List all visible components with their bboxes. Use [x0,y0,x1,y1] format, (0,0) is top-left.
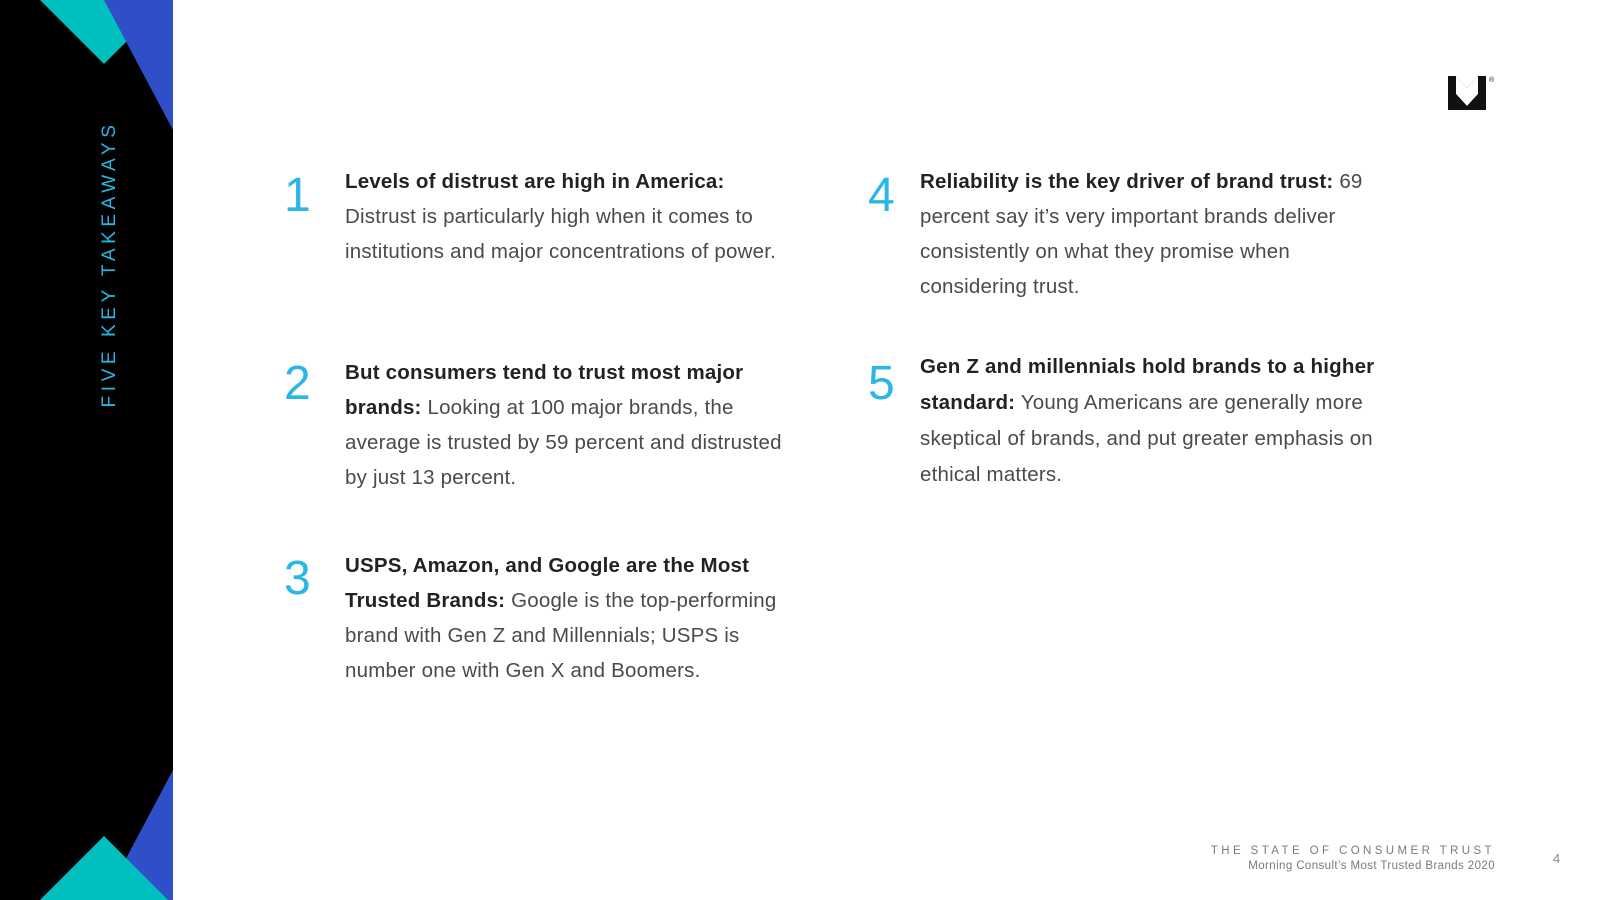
takeaway-text [345,355,785,495]
takeaway-body: 69 percent say it’s very important brands deliver consistently on what they promise when considering trust. [920,170,1363,298]
takeaway-lead: But consumers tend to trust most major brands: [345,361,744,419]
footer-subtitle: Morning Consult’s Most Trusted Brands 2020 [1248,860,1495,872]
takeaway-lead: Levels of distrust are high in America: [345,170,725,193]
page-number: 4 [1553,851,1561,866]
takeaway-lead: Gen Z and millennials hold brands to a higher standard: [920,355,1375,414]
section-title: FIVE KEY TAKEAWAYS [99,120,120,408]
sidebar [0,0,173,900]
takeaway-number: 2 [284,357,311,410]
morning-consult-logo [1448,74,1500,114]
takeaway-text [345,548,785,688]
takeaway-number: 1 [284,169,311,222]
footer-report-title: THE STATE OF CONSUMER TRUST [1210,845,1495,857]
takeaway-text [920,349,1380,493]
takeaway-body: Looking at 100 major brands, the average is trusted by 59 percent and distrusted by just 13 percent. [345,396,782,489]
takeaway-number: 4 [868,169,895,222]
takeaway-number: 3 [284,552,311,605]
takeaway-text [920,164,1380,304]
footer [1211,844,1495,874]
takeaway-body: Young Americans are generally more skeptical of brands, and put greater emphasis on ethical matters. [920,391,1373,486]
decorative-triangle-bottom-teal [40,836,168,900]
takeaway-body: Google is the top-performing brand with Gen Z and Millennials; USPS is number one with Gen X and Boomers. [345,589,777,682]
takeaway-body: Distrust is particularly high when it comes to institutions and major concentrations of power. [345,205,777,263]
takeaway-lead: USPS, Amazon, and Google are the Most Trusted Brands: [345,554,750,612]
registered-mark: ® [1489,77,1495,84]
takeaway-number: 5 [868,357,895,410]
takeaway-lead: Reliability is the key driver of brand trust: [920,170,1334,193]
takeaway-text [345,164,785,269]
decorative-triangle-top-blue [104,0,173,130]
